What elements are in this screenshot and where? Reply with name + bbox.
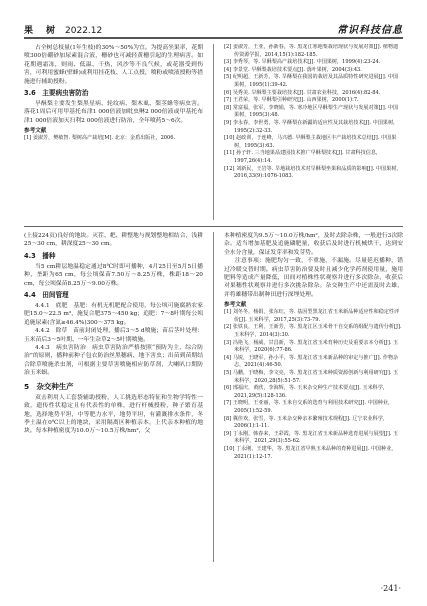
journal-logo: 常识科技信息	[337, 25, 403, 36]
top-left-column	[24, 44, 203, 220]
continuation-paragraph: (上接224页)良好的地块。灭茬、耙、耕整地与规划整地相结合，浅耕25～30 cm，耕深度25～30 cm。	[24, 233, 203, 248]
section-heading-4-4: 4.4 田间管理	[24, 291, 69, 300]
header-rule	[24, 37, 403, 39]
reference-item: [5] 纪明超，王新芳，等. 旱酥梨在我国的栽培及其品质特性研究进展[J]. 中国果树，1995(1):39-42.	[224, 74, 399, 88]
paragraph: 4.4.2 除草 苗前封闭处理，播后3～5 d喷施；苗后茎叶处理：玉米苗后3～5叶期、一年生杂草2～5叶期喷施。	[24, 328, 203, 343]
reference-item: [6] 吴秀美. 旱酥梨主要栽培技术[J]. 甘肃农业科技，2016(4):82-84.	[224, 89, 381, 96]
paragraph: 旱酥梨主要发生梨黑星病、轮纹病、梨木虱、梨茎蜂等病虫害。落花1周后可用甲基托布津1 000倍液加吡虫啉2 000倍液或甲基托布津1 000倍液加灭扫利2 000倍液进行防治，全年喷药5～6次。	[24, 101, 203, 124]
paragraph: 双击利用人工套袋辅助授粉，人工挑选形态特征和生物学特性一致，遗传性状稳定且有代表性的单株，进行杆械授粉，种子繁育基地，选择地势平坦，中等肥力水平，地势平坦，有灌溉排水条件，冬季土温在0℃以上的地块，采用隔离区种植亲本，上代亲本种植的地块。每本种植密度为10.0万～10.5万株/hm²，父	[24, 394, 203, 435]
section-heading-5: 5 杂交种生产	[24, 381, 74, 391]
reference-item: [7] 王晓明，王亚丽，等. 玉米自交系的选育与利用技术研究[J]. 中国种业，2005(1):52-59.	[224, 400, 394, 414]
references-heading: 参考文献	[224, 302, 247, 309]
paragraph: 4.4.1 底肥 基肥：有机无机肥配合使用，每公顷可施腐熟农家肥15.0～22.5 m³，施复合肥375～450 kg；追肥：7～8叶期每公顷追施尿素(含氮≥46.4%)300～375 kg。	[24, 303, 203, 326]
bottom-left-column	[24, 232, 203, 562]
journal-issue: 2022.12	[65, 26, 103, 36]
reference-item: [3] 冯艳飞，杨威，甘昌新，等. 黑龙江省玉米育种历史及重要亲本分析[J]. 玉米科学，2020(6):77-86.	[224, 339, 399, 354]
reference-item: [8] 常富福，张军，李晓娟，等. 寒冷地区早酥梨生产现状与发展对策[J]. 中国果树，1995(3):48.	[224, 104, 399, 119]
reference-item: [2] 姜淑芳，王亚，孙新春，等. 黑龙江寒地梨栽培现状与发展对策[J]. 植物遗传资源学报，2014,15(1):182-185.	[224, 44, 399, 58]
paragraph: 本种植密度为9.5万～10.0万株/hm²，及时去除杂株，一般进行3次除杂。适当增加基肥及追施磷肥量，收获后及时进行机械烘干，达到安全水分含量，保证发芽率和发芽势。	[224, 233, 403, 256]
reference-item: [8] 冀佳欢，张雪，等. 玉米杂交种亲本繁殖技术规程[J]. 辽宁农业科学，2006(1):1-11.	[224, 415, 388, 430]
header-left	[24, 23, 102, 36]
reference-item: [4] 马锐，王晓军，孙小平，等. 黑龙江省玉米新品种的审定与推广[J]. 作物杂志，2021(4):46-50.	[224, 354, 399, 369]
reference-item: [1] 刘冬冬，杨娟，张东红，等. 基因型黑龙江省玉米新品种适应性和稳定性评价[J]. 玉米科学，2017,25(3):73-79.	[224, 309, 400, 323]
top-section	[24, 44, 403, 220]
reference-item: [9] 李永春，李世勇，等. 早酥梨在新疆的适应性及其栽培技术[J]. 中国果树，1995(2):32-33.	[224, 119, 399, 134]
page-header	[24, 18, 403, 36]
reference-item: [10] 赵政训，于连峰，马兴德. 早酥梨主栽地区丰产栽培技术总结[J]. 中国果树，1995(3):63.	[224, 135, 397, 149]
reference-item: [3] 李秀琴，等. 旱酥梨高产栽培技术[J]. 中国果树，1999(4):23-24.	[224, 59, 381, 66]
reference-item: [9] 丁永刚，韩春来，王彩霞，等. 黑龙江省玉米新品种选育进展与展望[J]. 玉米科学，2021,29(3):55-62.	[224, 430, 399, 445]
reference-item: [6] 邢福庆，黄欣，李海辉，等. 玉米杂交种生产技术要点[J]. 玉米科学，2021,29(5):128-136.	[224, 385, 388, 399]
section-heading-4-3: 4.3 播种	[24, 251, 56, 260]
reference-item: [11] 孙子轩. 三当地果品建园技术推广早酥梨技术[J]. 甘肃科技信息，1997,26(4):14.	[224, 150, 382, 164]
paragraph: 4.4.3 病虫害防治 病虫草害防治严格按照“预防为主，综合防治”的原则，播种前种子包衣防治丝黑穗病、地下害虫；出苗到苗期结合除草喷施杀虫剂，可根据主要草害喷施相应防草剂，大喇叭口期防治玉米螟。	[24, 345, 203, 377]
paragraph: 注意事项：施肥均匀一致，不重施，不漏施。尽量延迟播种，错过冷暖交替时期。病虫草害防治要及时且减少化学药剂使用量，施用肥料等造成产量降低，田间对植株性状观察并进行多次除杂，收获后对果穗性状观察并进行多次挑杂除杂。杂交种生产中还需及时去雄，并将雄穗带出制种田进行深埋处理。	[224, 258, 403, 298]
reference-item: [7] 王君荣，等. 早酥梨引种研究[J]. 山西果树，2000(1):7.	[224, 97, 359, 104]
reference-item: [1] 姜淑芳，樊敏智. 梨树高产栽培[M]. 北京：金盾出版社，2006.	[24, 135, 176, 142]
section-heading-3-6: 3.6 主要病虫害防治	[24, 89, 89, 98]
column-divider	[213, 232, 214, 562]
reference-item: [2] 张铁良，王利，王新芳，等. 黑龙江区玉米骨干自交系的组配与遗传分析[J]. 玉米科学，2014(3):30.	[224, 324, 402, 339]
references-heading: 参考文献	[24, 128, 47, 135]
reference-item: [10] 丁永刚，王建华，等. 黑龙江省早熟玉米品种的育种进展[J]. 中国种业，2021(1):12-17.	[224, 445, 397, 460]
reference-item: [12] 刘新民，王岩等. 旱地栽培技术对旱酥梨坐果和品质的影响[J]. 中国果树，2016,33(9):1076-1083.	[224, 165, 402, 180]
page-number: ·241·	[380, 584, 401, 593]
section-rule	[24, 226, 403, 227]
top-right-column	[224, 44, 403, 220]
paragraph: 占全树总枝量(1年生枝)的30%～50%为宜。为提高坐果率，花期喷300倍硼砂加尿素混合液，栅砂也可减轻黄栅引起的生理病害。如花期遇霜冻，则雨、低温、干热，风沙等不良气候，或花器受到伤害，可利用蜜蜂(壁蜂)或利用挂花枝、人工点授，喷粉或喷液授粉等措施进行辅助授粉。	[24, 45, 203, 85]
reference-item: [4] 李景堂. 早酥梨栽培技术要点[J]. 落叶果树，2004(3):43.	[224, 66, 362, 73]
column-divider	[213, 44, 214, 220]
bottom-section	[24, 232, 403, 562]
journal-name: 果 树	[24, 26, 58, 36]
paragraph: 当5 cm耕层地温稳定通过8℃时即可播种，4月25日至5月5日播种，垄距为65 cm，每公顷保苗7.50万～8.25万株，株距18～20 cm，每公顷保苗8.25万～9.00万株。	[24, 263, 203, 287]
reference-item: [5] 马鹏，于晓梅，李文亮，等. 黑龙江省玉米种质资源创新与利用研究[J]. 玉米科学，2020,28(5):51-57.	[224, 370, 399, 384]
bottom-right-column	[224, 232, 403, 562]
